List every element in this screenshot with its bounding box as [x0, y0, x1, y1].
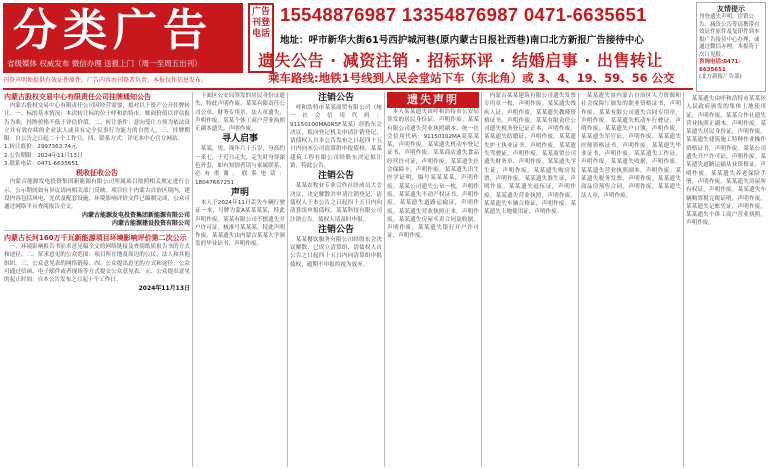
tip-title: 友情提示: [717, 5, 745, 13]
column-divider: [578, 92, 579, 467]
column-divider: [384, 92, 385, 467]
services-slogan: 遗失公告 · 减资注销 · 招标环评 · 结婚启事 · 出售转让: [258, 51, 663, 70]
tip-sign: (北方新报广告部): [699, 74, 742, 80]
notice-body: 内蒙古某某建筑有限公司遗失发票专用章一枚，声明作废。某某遗失残疾人证，声明作废。某某遗失教师资格证书，声明作废。某某有限责任公司遗失税务登记证正本，声明作废。某某遗失结婚证，声明作废。某某遗失护士执业证书，声明作废。某某遗失驾驶证，声明作废。某某商贸公司遗失财务章，声明作废。某某遗失学生证，声明作废。某某遗失购房发票，声明作废。某某遗失准生证，声明作废。某某遗失退伍证，声明作废。某某遗失营业执照，声明作废。某某遗失车辆合格证，声明作废。某某遗失土地使用证，声明作废。: [484, 93, 576, 216]
header-divider: [3, 88, 693, 90]
notice-body: 呼和浩特市某某商贸有限公司（统一社会信用代码：91150100MA0R5F某某）经股东会决议，拟向登记机关申请注销登记，请债权人自本公告发布之日起四十五日内向本公司清算组申报债权。某某建筑工程有限公司经股东决定拟注销，特此公告。: [290, 105, 382, 170]
divider: [4, 230, 190, 231]
notice-item: 3.联系电话：0471-6635651: [4, 161, 79, 168]
notice-subtitle: 税收征收公告: [76, 169, 118, 178]
notice-date: 2024年11月13日: [138, 284, 190, 292]
notice-body: 某某遗失由内蒙古自治区人力资源和社会保障厅颁发的职业资格证书，声明作废。某某有限公司遗失合同专用章，声明作废。某某遗失机动车行驶证，声明作废。某某遗失户口簿，声明作废。某某遗失军官证，声明作废。某某遗失医师资格证书，声明作废。某某遗失毕业证书，声明作废。某某遗失工作证，声明作废。某某遗失收据，声明作废。某某遗失营业执照副本，声明作废。某某遗失税务发票，声明作废。某某遗失商品房预售合同，声明作废。某某遗失法人章，声明作废。: [581, 93, 681, 199]
notice-signature: 内蒙古能源建设投资有限公司: [111, 219, 190, 227]
notice-body: 本人某某遗失由呼和浩特市公安局签发的居民身份证，声明作废。某某有限公司遗失营业执照副本，统一社会信用代码：91150102MA某某某某，声明作废。某某遗失机动车登记证书，声明作废。某某商店遗失食品经营许可证，声明作废。某某遗失社会保障卡，声明作废。某某遗失出生医学证明，编号某某某某，声明作废。某某公司遗失公章一枚，声明作废。某某遗失不动产权证书，声明作废。某某遗失道路运输证，声明作废。某某遗失营业执照正本，声明作废。某某遗失房屋买卖合同及收据，声明作废。某某遗失银行开户许可证，声明作废。: [387, 109, 479, 240]
notice-title: 寻人启事: [221, 134, 258, 145]
column-divider: [192, 92, 193, 467]
lost-statement-banner: 遗失声明: [387, 92, 479, 108]
notice-item: 2.公告期限：2024年11月13日: [4, 152, 83, 159]
notice-body: 内蒙古能源发电投资集团新能源有限公司所属项目按照相关规定进行公示，公示期间如有异议请向相关部门反映。项目位于内蒙古自治区境内，建设内容包括风电、光伏及配套设施，环境影响评价文件已编制完成，公众可通过网络平台查阅报告全文。: [4, 179, 190, 211]
tip-phone: 咨询电话:0471-6635651: [699, 59, 741, 73]
friendly-tip-box: [696, 2, 766, 92]
column-5: [484, 92, 576, 467]
column-divider: [481, 92, 482, 467]
logo-block: [3, 3, 243, 73]
column-6: [581, 92, 681, 467]
column-3: [290, 92, 382, 467]
notice-body: 本人于2024年11月丢失车辆行驶证一本，号牌为蒙A某某某某，特此声明作废。某某有限公司不慎遗失开户许可证，核准号某某某，特此声明作废。某某遗失由内蒙古某某大学颁发的毕业证书，声明作废。: [195, 199, 285, 248]
logo-subtitle: 省级媒体 权威发布 微信办理 送报上门（周一至周五出刊）: [7, 59, 202, 68]
phone-numbers: 15548876987 13354876987 0471-6635651: [280, 4, 647, 25]
notice-title: 声明: [230, 187, 249, 198]
notice-title: 注销公告: [317, 93, 354, 103]
notice-strip: 刊登声明须提供有效证件原件，广告内容由刊登者负责，本报仅作信息发布。: [3, 75, 243, 86]
notice-body: 内蒙古股权交易中心有限责任公司因经营需要，拟对以下资产公开挂牌转让。一、标的基本情况：本次转让标的位于呼和浩特市，账面价值以评估报告为准，挂牌价格不低于评估价值。二、转让条件：意向受让方须为依法设立并有效存续的企业法人或具有完全民事行为能力的自然人。三、挂牌期限：自公告之日起二十个工作日。四、联系方式：详见本中心官方网站。: [4, 103, 190, 143]
notice-item: 1.转让底价：2997363.74元: [4, 144, 77, 151]
notice-signature: 内蒙古能源发电投资集团新能源有限公司: [81, 211, 190, 219]
column-1: [4, 92, 190, 467]
logo-title: 分类广告: [13, 5, 213, 56]
notice-title: 内蒙古股权交易中心有限责任公司挂牌通知公告: [4, 93, 151, 101]
address-line: 地址：呼市新华大街61号西护城河巷(原内蒙古日报社西巷)南口北方新报广告接待中心: [280, 35, 644, 46]
column-4: [387, 92, 479, 467]
masthead: [0, 0, 768, 88]
notice-body: 一、环境影响报告书征求意见稿全文的网络链接及查阅纸质报告书的方式和途径。二、征求意见的公众范围：项目所在地及周边的公民、法人和其他组织。三、公众意见表的网络链接。四、公众提出意见的方式和途径：公众可通过信函、电子邮件或者现场等方式提交公众意见表。五、公众提出意见的起止时间：自本公告发布之日起十个工作日。: [4, 244, 190, 284]
notice-title: 内蒙古长河160万千瓦新能源项目环境影响评价第二次公示: [4, 234, 187, 243]
notice-body: 某某餐饮服务有限公司经股东会决议解散，已成立清算组，请债权人自公告之日起四十五日内向清算组申报债权，逾期不申报的视为放弃。: [290, 236, 382, 268]
column-7: [686, 95, 766, 467]
notice-body: 下面区公安局签发的居民身份证遗失，特此声明作废。某某有限责任公司公章、财务专用章、法人章遗失，声明作废。某某个体工商户营业执照正副本遗失，声明作废。: [195, 93, 285, 133]
column-divider: [287, 92, 288, 467]
notice-title: 注销公告: [317, 171, 354, 182]
tip-body: 刊登遗失声明、注销公告、减资公告等请携带有效证件原件及复印件到本报广告接待中心办理，或通过微信办理，本报将于次日见报。: [699, 14, 760, 58]
notice-body: 某某，男，现年六十五岁，身高约一米七，于近日走失，走失时身穿深色外套，如有知情者请与家属联系，必有重谢。联系电话：18047667251: [195, 146, 285, 186]
column-2: [195, 92, 285, 467]
bus-route-line: 乘车路线:地铁1号线到人民会堂站下车（东北角）或 3、4、19、59、56 公交: [268, 71, 675, 85]
column-divider: [683, 92, 684, 467]
hotline-label: 广告刊登电话: [248, 3, 274, 73]
notice-body: 某某农牧业专业合作社经成员大会决议，决定解散并申请注销登记，请债权人于本公告之日起四十五日内向清算组申报债权。某某科技有限公司注销公告，债权人请及时申报。: [290, 183, 382, 223]
notice-body: 某某遗失由呼和浩特市某某区人民政府颁发的集体土地使用证，声明作废。某某合作社遗失营业执照正副本，声明作废。某某遗失居民身份证，声明作废。某某遗失建筑施工特种作业操作资格证书，声明作废。某某公司遗失开户许可证，声明作废。某某遗失道路运输从业资格证，声明作废。某某遗失养老保险手册，声明作废。某某遗失房屋所有权证，声明作废。某某遗失车辆购置税完税证明，声明作废。某某遗失记账凭证，声明作废。某某遗失个体工商户营业执照，声明作废。: [686, 96, 766, 227]
notice-title: 注销公告: [317, 224, 354, 235]
